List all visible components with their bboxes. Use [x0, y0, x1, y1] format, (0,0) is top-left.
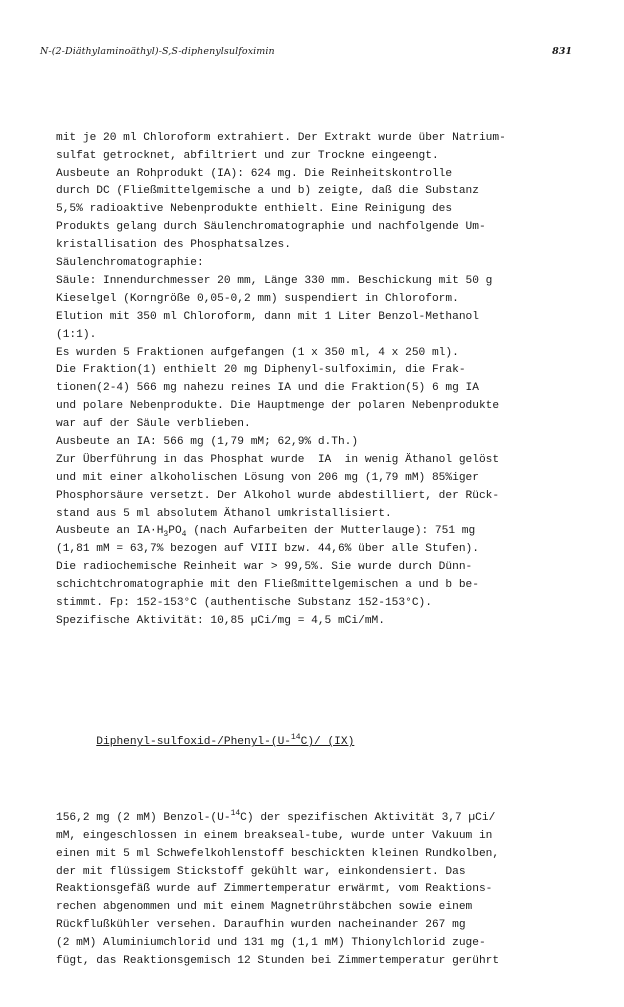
document-body: [56, 94, 576, 1007]
text-line: sulfat getrocknet, abfiltriert und zur Trockne eingeengt.: [56, 149, 439, 162]
text-line: Spezifische Aktivität: 10,85 µCi/mg = 4,5 mCi/mM.: [56, 614, 385, 627]
page-number: 831: [552, 46, 572, 57]
text-line: Ausbeute an IA: 566 mg (1,79 mM; 62,9% d.Th.): [56, 435, 359, 448]
text-line: Zur Überführung in das Phosphat wurde IA in wenig Äthanol gelöst: [56, 453, 500, 466]
text-line: einen mit 5 ml Schwefelkohlenstoff beschickten kleinen Rundkolben,: [56, 847, 500, 860]
text-line: Die Fraktion(1) enthielt 20 mg Diphenyl-sulfoximin, die Frak-: [56, 364, 466, 377]
text-line: mit je 20 ml Chloroform extrahiert. Der Extrakt wurde über Natrium-: [56, 131, 506, 144]
text-line: Die radiochemische Reinheit war > 99,5%. Sie wurde durch Dünn-: [56, 561, 473, 574]
text-line: Phosphorsäure versetzt. Der Alkohol wurde abdestilliert, der Rück-: [56, 489, 500, 502]
section-heading: Diphenyl-sulfoxid-/Phenyl-(U-$^{14}$C)/ (IX): [96, 733, 355, 749]
section-diphenyl-sulfoxid: [56, 810, 576, 971]
text-line: Reaktionsgefäß wurde auf Zimmertemperatur erwärmt, vom Reaktions-: [56, 883, 493, 896]
text-line: 156,2 mg (2 mM) Benzol-(U-$^{14}$C) der spezifischen Aktivität 3,7 µCi/: [56, 808, 496, 824]
text-line: Produkts gelang durch Säulenchromatographie und nachfolgende Um-: [56, 221, 486, 234]
text-line: stimmt. Fp: 152-153°C (authentische Substanz 152-153°C).: [56, 596, 432, 609]
section-heading-line: [56, 716, 576, 749]
text-line: Es wurden 5 Fraktionen aufgefangen (1 x 350 ml, 4 x 250 ml).: [56, 346, 459, 359]
text-line: Kieselgel (Korngröße 0,05-0,2 mm) suspendiert in Chloroform.: [56, 292, 459, 305]
text-line: Ausbeute an $IA\cdot H_3PO_4$ (nach Aufarbeiten der Mutterlauge): 751 mg: [56, 525, 476, 540]
text-line: fügt, das Reaktionsgemisch 12 Stunden bei Zimmertemperatur gerührt: [56, 955, 500, 968]
page-header: [40, 46, 572, 62]
text-line: war auf der Säule verblieben.: [56, 418, 251, 431]
text-line: und polare Nebenprodukte. Die Hauptmenge der polaren Nebenprodukte: [56, 400, 500, 413]
text-line: stand aus 5 ml absolutem Äthanol umkristallisiert.: [56, 507, 392, 520]
text-line: der mit flüssigem Stickstoff gekühlt war, einkondensiert. Das: [56, 865, 466, 878]
text-line: mM, eingeschlossen in einem breakseal-tube, wurde unter Vakuum in: [56, 829, 493, 842]
section-experimental-continued: [56, 130, 576, 631]
text-line: durch DC (Fließmittelgemische a und b) zeigte, daß die Substanz: [56, 185, 479, 198]
text-line: tionen(2-4) 566 mg nahezu reines IA und die Fraktion(5) 6 mg IA: [56, 382, 479, 395]
text-line: Elution mit 350 ml Chloroform, dann mit 1 Liter Benzol-Methanol: [56, 310, 479, 323]
text-line: rechen abgenommen und mit einem Magnetrührstäbchen sowie einem: [56, 901, 473, 914]
text-line: und mit einer alkoholischen Lösung von 206 mg (1,79 mM) 85%iger: [56, 471, 479, 484]
text-line: (1:1).: [56, 328, 97, 341]
text-line: (1,81 mM = 63,7% bezogen auf VIII bzw. 44,6% über alle Stufen).: [56, 543, 479, 556]
running-title: N-(2-Diäthylaminoäthyl)-S,S-diphenylsulfoximin: [40, 46, 275, 57]
section-gap: [56, 770, 576, 774]
text-line: Ausbeute an Rohprodukt (IA): 624 mg. Die Reinheitskontrolle: [56, 167, 453, 180]
section-gap: [56, 667, 576, 681]
text-line: Rückflußkühler versehen. Daraufhin wurden nacheinander 267 mg: [56, 919, 466, 932]
text-line: (2 mM) Aluminiumchlorid und 131 mg (1,1 mM) Thionylchlorid zuge-: [56, 937, 486, 950]
text-line: Säulenchromatographie:: [56, 257, 204, 270]
text-line: schichtchromatographie mit den Fließmittelgemischen a und b be-: [56, 579, 479, 592]
text-line: Säule: Innendurchmesser 20 mm, Länge 330 mm. Beschickung mit 50 g: [56, 274, 493, 287]
text-line: 5,5% radioaktive Nebenprodukte enthielt. Eine Reinigung des: [56, 203, 453, 216]
text-line: kristallisation des Phosphatsalzes.: [56, 239, 291, 252]
